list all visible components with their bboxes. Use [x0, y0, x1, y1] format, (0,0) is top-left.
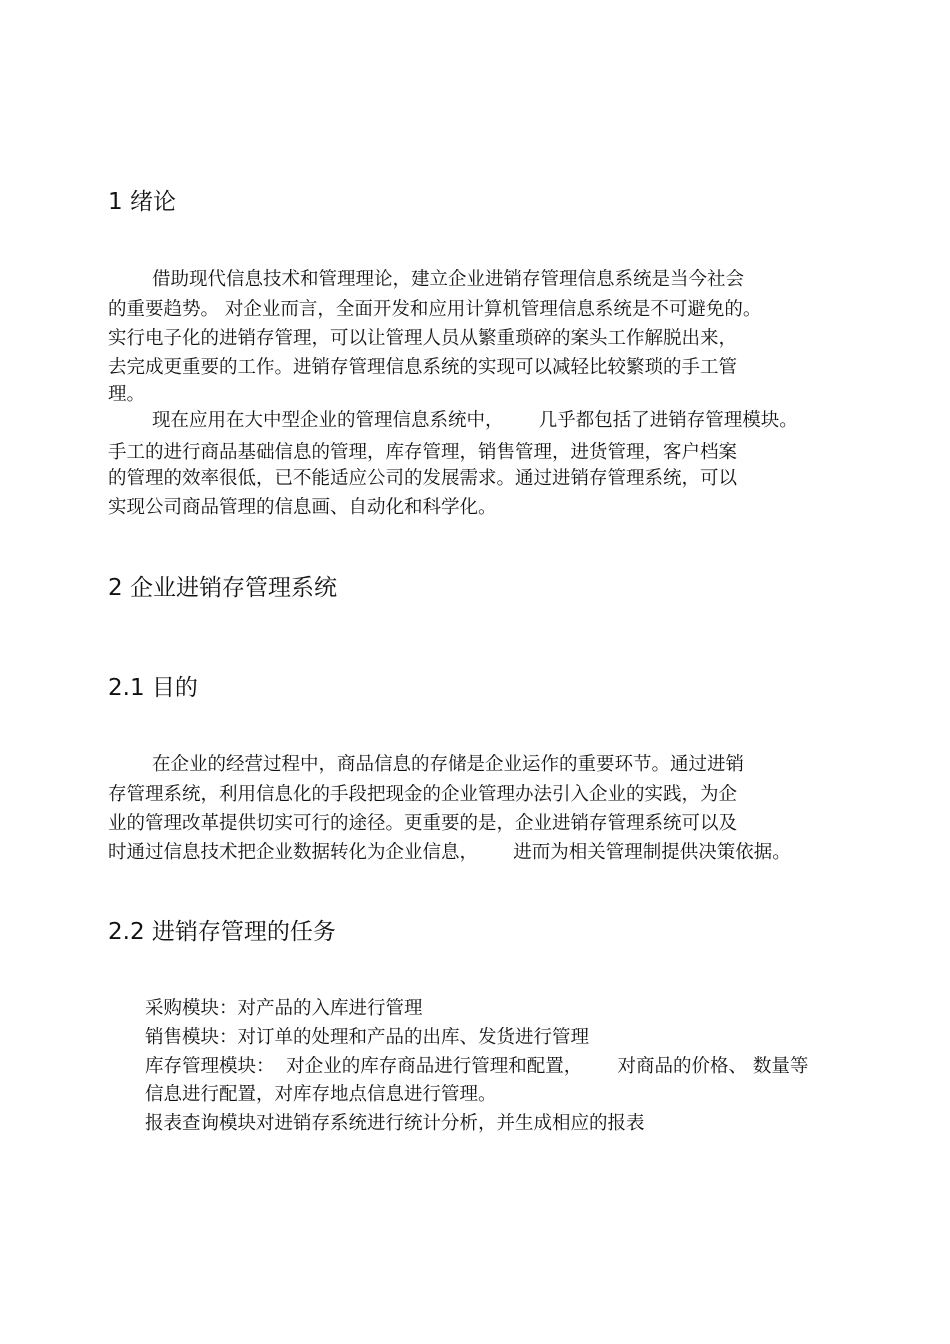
- paragraph-line: 存管理系统，利用信息化的手段把现金的企业管理办法引入企业的实践，为企: [108, 784, 738, 805]
- paragraph-line: 去完成更重要的工作。进销存管理信息系统的实现可以减轻比较繁琐的手工管: [108, 357, 738, 378]
- paragraph-line: 借助现代信息技术和管理理论，建立企业进销存管理信息系统是当今社会: [152, 269, 745, 290]
- paragraph-line: 的管理的效率很低，已不能适应公司的发展需求。通过进销存管理系统，可以: [108, 468, 738, 489]
- task-item: 销售模块：对订单的处理和产品的出库、发货进行管理: [145, 1027, 590, 1048]
- task-item: 报表查询模块对进销存系统进行统计分析，并生成相应的报表: [145, 1113, 645, 1134]
- task-item-continued: 信息进行配置，对库存地点信息进行管理。: [145, 1084, 497, 1105]
- section-1-heading: 1 绪论: [108, 189, 176, 215]
- paragraph-line: 现在应用在大中型企业的管理信息系统中， 几乎都包括了进销存管理模块。: [152, 410, 798, 431]
- section-2-heading: 2 企业进销存管理系统: [108, 575, 337, 601]
- paragraph-line: 时通过信息技术把企业数据转化为企业信息， 进而为相关管理制提供决策依据。: [108, 842, 791, 863]
- task-item: 库存管理模块： 对企业的库存商品进行管理和配置， 对商品的价格、 数量等: [145, 1056, 809, 1077]
- task-item: 采购模块：对产品的入库进行管理: [145, 998, 423, 1019]
- section-2-1-heading: 2.1 目的: [108, 675, 198, 701]
- paragraph-line: 手工的进行商品基础信息的管理，库存管理，销售管理，进货管理，客户档案: [108, 442, 738, 463]
- paragraph-line: 业的管理改革提供切实可行的途径。更重要的是，企业进销存管理系统可以及: [108, 813, 738, 834]
- paragraph-line: 理。: [108, 384, 146, 405]
- paragraph-line: 在企业的经营过程中，商品信息的存储是企业运作的重要环节。通过进销: [152, 754, 745, 775]
- paragraph-line: 实现公司商品管理的信息画、自动化和科学化。: [108, 497, 497, 518]
- section-2-2-heading: 2.2 进销存管理的任务: [108, 919, 336, 945]
- paragraph-line: 实行电子化的进销存管理，可以让管理人员从繁重琐碎的案头工作解脱出来，: [108, 328, 738, 349]
- paragraph-line: 的重要趋势。 对企业而言，全面开发和应用计算机管理信息系统是不可避免的。: [108, 299, 762, 320]
